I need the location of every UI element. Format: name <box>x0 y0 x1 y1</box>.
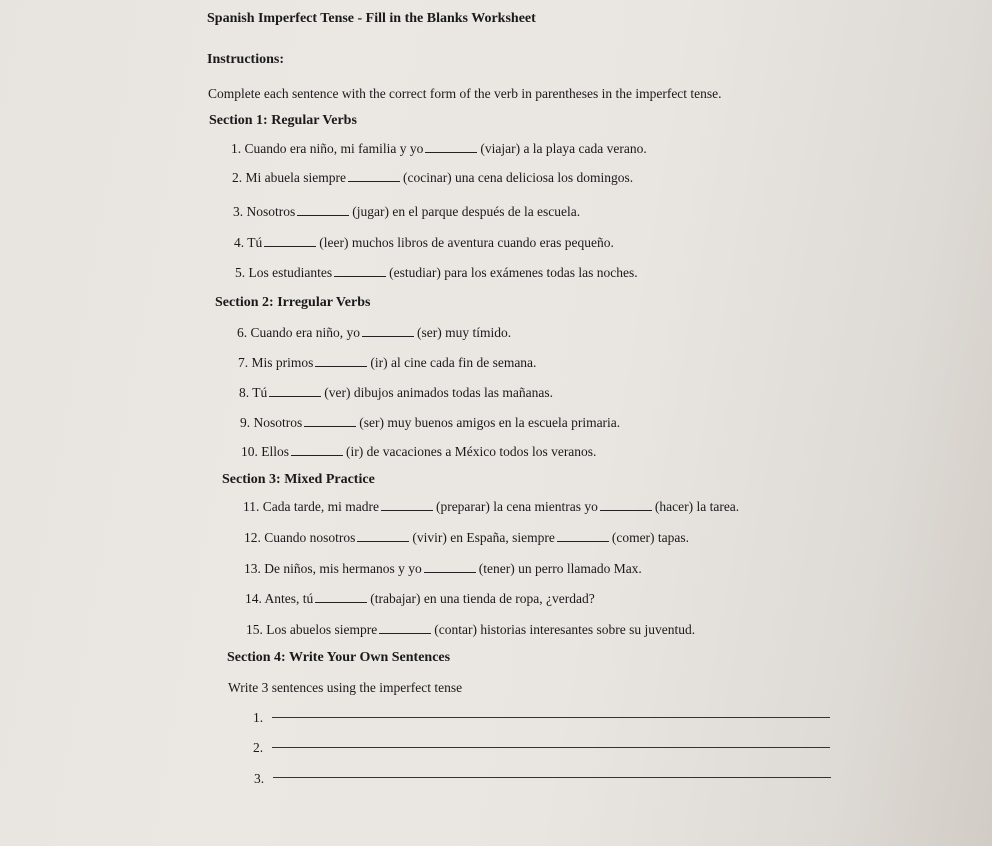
answer-blank[interactable] <box>425 141 477 153</box>
list-item <box>241 444 596 460</box>
item-number: 8. <box>239 385 250 400</box>
answer-blank[interactable] <box>600 499 652 511</box>
answer-blank[interactable] <box>297 204 349 216</box>
answer-blank[interactable] <box>348 170 400 182</box>
list-item <box>237 325 511 341</box>
sentence-write-line[interactable] <box>272 717 830 718</box>
instructions-text: Complete each sentence with the correct form of the verb in parentheses in the imperfect tense. <box>208 86 722 101</box>
sentence-number: 1. <box>253 710 264 725</box>
item-text-after: (estudiar) para los exámenes todas las noches. <box>389 265 638 280</box>
item-text-middle: (vivir) en España, siempre <box>412 530 555 545</box>
worksheet-title: Spanish Imperfect Tense - Fill in the Blanks Worksheet <box>207 11 536 26</box>
item-text-before: Nosotros <box>253 415 303 430</box>
answer-blank[interactable] <box>557 530 609 542</box>
item-number: 3. <box>233 204 244 219</box>
list-item <box>244 530 689 546</box>
item-text-before: Antes, tú <box>264 591 314 606</box>
sentence-number: 3. <box>254 771 265 786</box>
list-item <box>246 622 695 638</box>
item-text-after: (leer) muchos libros de aventura cuando eras pequeño. <box>319 235 614 250</box>
item-text-before: Ellos <box>261 444 290 459</box>
item-number: 15. <box>246 622 263 637</box>
item-text-after: (ir) de vacaciones a México todos los veranos. <box>346 444 597 459</box>
item-text-before: Los abuelos siempre <box>266 622 378 637</box>
item-text-before: Nosotros <box>246 204 296 219</box>
list-item <box>244 561 642 577</box>
item-text-middle: (preparar) la cena mientras yo <box>435 499 598 514</box>
list-item <box>240 415 620 431</box>
answer-blank[interactable] <box>424 561 476 573</box>
list-item <box>245 591 595 607</box>
item-text-before: Cuando era niño, yo <box>250 325 360 340</box>
list-item <box>232 170 633 186</box>
item-text-before: Cuando era niño, mi familia y yo <box>244 141 424 156</box>
instructions-heading: Instructions: <box>207 52 285 67</box>
answer-blank[interactable] <box>315 591 367 603</box>
item-number: 11. <box>243 499 260 514</box>
answer-blank[interactable] <box>264 235 316 247</box>
item-text-after: (contar) historias interesantes sobre su juventud. <box>434 622 696 637</box>
section-1-heading: Section 1: Regular Verbs <box>209 113 357 128</box>
answer-blank[interactable] <box>304 415 356 427</box>
answer-blank[interactable] <box>362 325 414 337</box>
item-text-after: (tener) un perro llamado Max. <box>478 561 642 576</box>
answer-blank[interactable] <box>315 355 367 367</box>
item-number: 13. <box>244 561 261 576</box>
list-item <box>233 204 580 220</box>
answer-blank[interactable] <box>291 444 343 456</box>
item-text-before: Tú <box>247 235 263 250</box>
answer-blank[interactable] <box>269 385 321 397</box>
item-text-after: (ser) muy buenos amigos en la escuela primaria. <box>359 415 621 430</box>
list-item <box>238 355 536 371</box>
item-text-before: Mi abuela siempre <box>245 170 346 185</box>
item-text-before: Cada tarde, mi madre <box>262 499 379 514</box>
item-text-before: Mis primos <box>251 355 314 370</box>
sentence-number: 2. <box>253 740 264 755</box>
item-number: 1. <box>231 141 242 156</box>
answer-blank[interactable] <box>357 530 409 542</box>
answer-blank[interactable] <box>379 622 431 634</box>
item-text-after: (hacer) la tarea. <box>654 499 740 514</box>
answer-blank[interactable] <box>381 499 433 511</box>
list-item <box>239 385 553 401</box>
item-number: 9. <box>240 415 251 430</box>
section-2-heading: Section 2: Irregular Verbs <box>215 295 371 310</box>
item-number: 10. <box>241 444 258 459</box>
item-text-before: De niños, mis hermanos y yo <box>264 561 422 576</box>
list-item <box>231 141 647 157</box>
list-item <box>243 499 739 515</box>
item-text-before: Tú <box>252 385 268 400</box>
sentence-write-line[interactable] <box>273 777 831 778</box>
item-text-before: Cuando nosotros <box>264 530 356 545</box>
list-item <box>235 265 638 281</box>
item-text-after: (cocinar) una cena deliciosa los domingos. <box>402 170 634 185</box>
item-number: 12. <box>244 530 261 545</box>
item-text-before: Los estudiantes <box>248 265 333 280</box>
item-text-after: (trabajar) en una tienda de ropa, ¿verdad? <box>370 591 595 606</box>
item-text-after: (jugar) en el parque después de la escuela. <box>352 204 581 219</box>
item-text-after: (viajar) a la playa cada verano. <box>480 141 647 156</box>
item-number: 2. <box>232 170 243 185</box>
item-text-after: (ir) al cine cada fin de semana. <box>370 355 537 370</box>
item-number: 5. <box>235 265 246 280</box>
item-text-after: (ver) dibujos animados todas las mañanas. <box>324 385 553 400</box>
item-number: 4. <box>234 235 245 250</box>
section-3-heading: Section 3: Mixed Practice <box>222 472 375 487</box>
section-4-prompt: Write 3 sentences using the imperfect tense <box>228 680 463 695</box>
item-number: 6. <box>237 325 248 340</box>
item-number: 14. <box>245 591 262 606</box>
sentence-write-line[interactable] <box>272 747 830 748</box>
list-item <box>234 235 614 251</box>
item-text-after: (ser) muy tímido. <box>416 325 512 340</box>
item-text-after: (comer) tapas. <box>611 530 690 545</box>
section-4-heading: Section 4: Write Your Own Sentences <box>227 650 451 665</box>
item-number: 7. <box>238 355 249 370</box>
answer-blank[interactable] <box>334 265 386 277</box>
